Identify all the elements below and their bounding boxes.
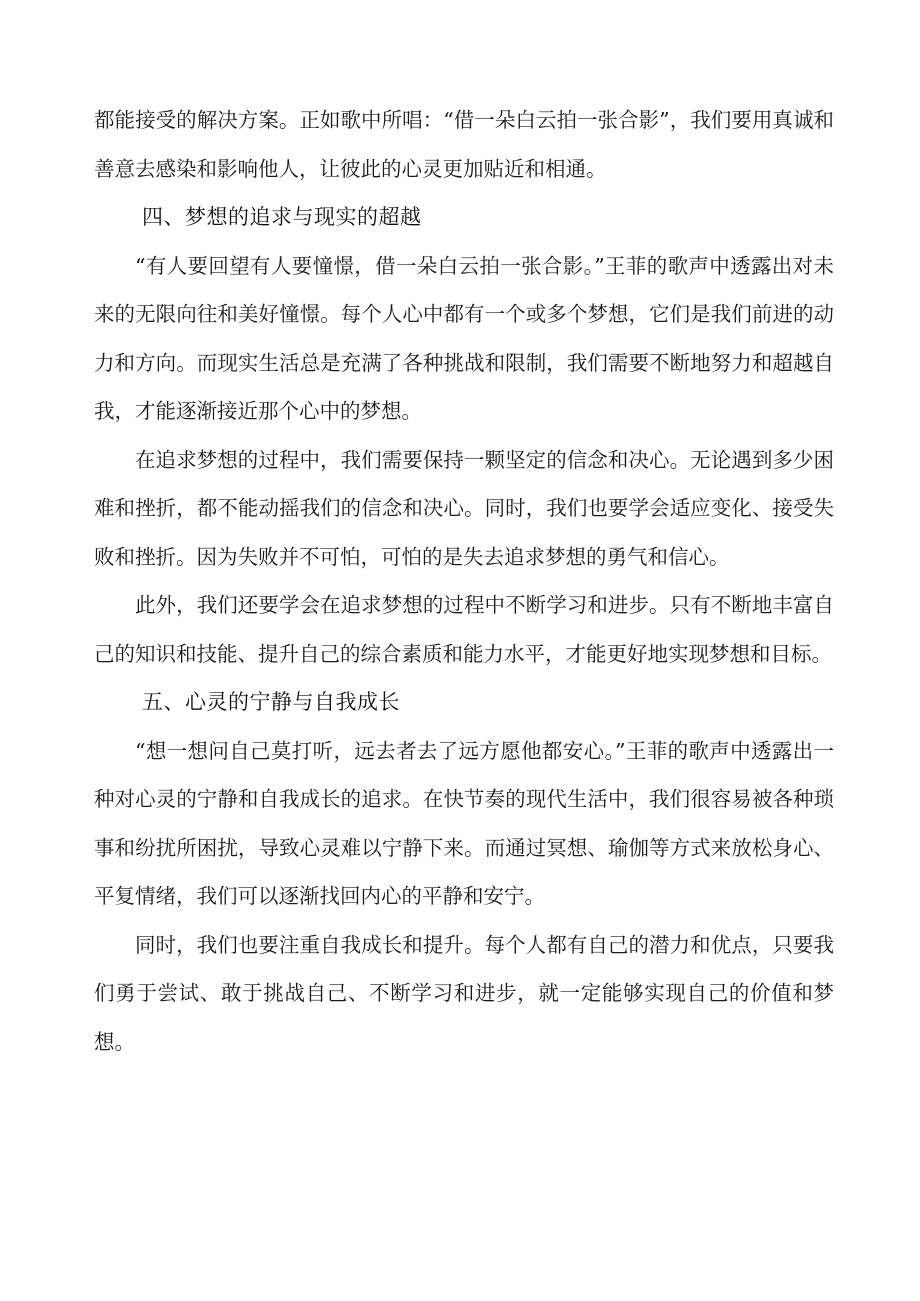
- section-heading-5: 五、心灵的宁静与自我成长: [142, 690, 400, 714]
- paragraph-continuation: 都能接受的解决方案。正如歌中所唱：“借一朵白云拍一张合影”，我们要用真诚和善意去感染和影响他人，让彼此的心灵更加贴近和相通。: [94, 108, 834, 181]
- paragraph: “有人要回望有人要憧憬，借一朵白云拍一张合影。”王菲的歌声中透露出对未来的无限向往和美好憧憬。每个人心中都有一个或多个梦想，它们是我们前进的动力和方向。而现实生活总是充满了各种挑战和限制，我们需要不断地努力和超越自我，才能逐渐接近那个心中的梦想。: [94, 253, 834, 423]
- paragraph: “想一想问自己莫打听，远去者去了远方愿他都安心。”王菲的歌声中透露出一种对心灵的宁静和自我成长的追求。在快节奏的现代生活中，我们很容易被各种琐事和纷扰所困扰，导致心灵难以宁静下来。而通过冥想、瑜伽等方式来放松身心、平复情绪，我们可以逐渐找回内心的平静和安宁。: [94, 738, 834, 908]
- section-heading-4: 四、梦想的追求与现实的超越: [142, 205, 422, 229]
- document-page: [94, 96, 834, 1066]
- paragraph: 此外，我们还要学会在追求梦想的过程中不断学习和进步。只有不断地丰富自己的知识和技能、提升自己的综合素质和能力水平，才能更好地实现梦想和目标。: [94, 593, 834, 666]
- paragraph: 在追求梦想的过程中，我们需要保持一颗坚定的信念和决心。无论遇到多少困难和挫折，都不能动摇我们的信念和决心。同时，我们也要学会适应变化、接受失败和挫折。因为失败并不可怕，可怕的是失去追求梦想的勇气和信心。: [94, 447, 834, 569]
- paragraph: 同时，我们也要注重自我成长和提升。每个人都有自己的潜力和优点，只要我们勇于尝试、敢于挑战自己、不断学习和进步，就一定能够实现自己的价值和梦想。: [94, 932, 834, 1054]
